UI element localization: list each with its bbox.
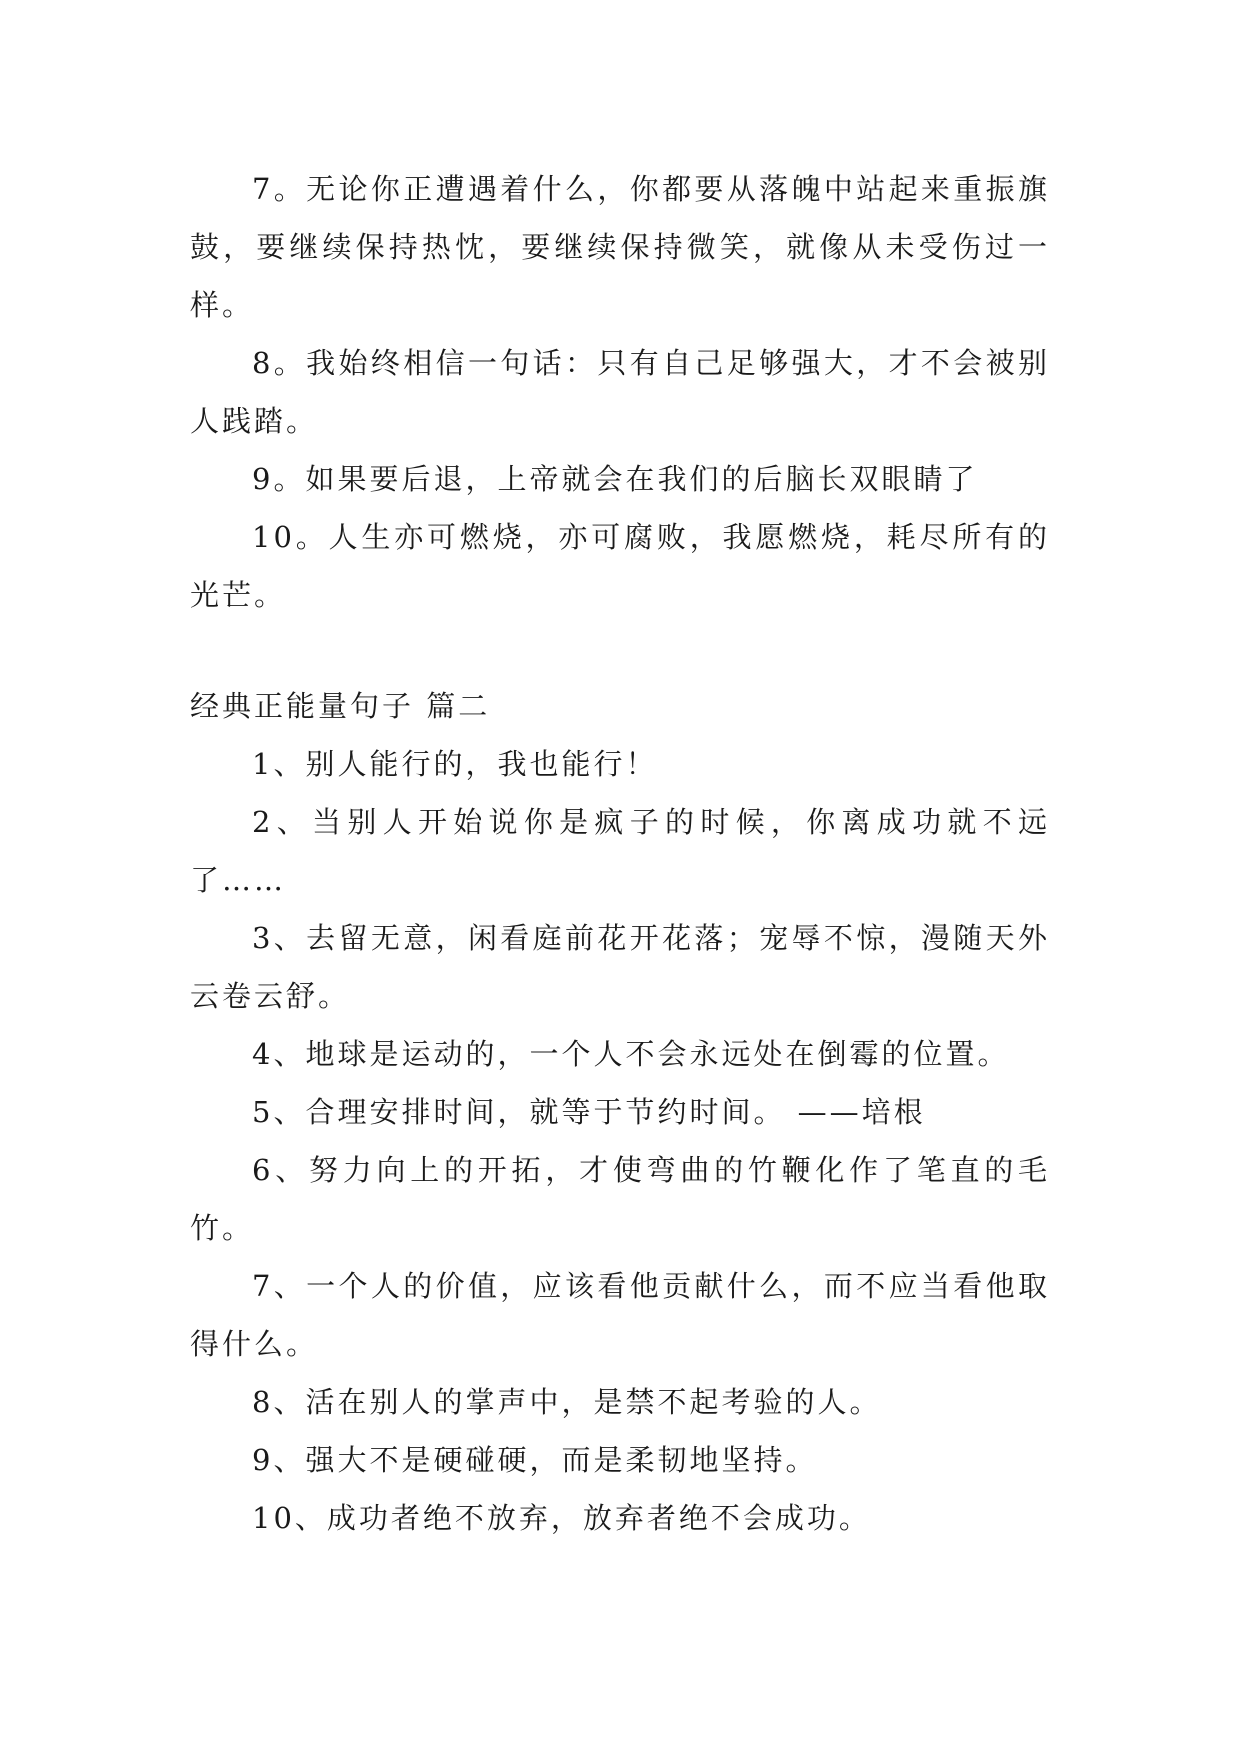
list-item: 7、一个人的价值，应该看他贡献什么，而不应当看他取得什么。 — [190, 1269, 1050, 1361]
list-item: 2、当别人开始说你是疯子的时候，你离成功就不远了…… — [190, 805, 1050, 897]
list-item: 8、活在别人的掌声中，是禁不起考验的人。 — [252, 1385, 882, 1419]
list-item: 9。如果要后退，上帝就会在我们的后脑长双眼睛了 — [252, 462, 978, 496]
document-body — [190, 160, 1050, 1547]
section-heading: 经典正能量句子 篇二 — [190, 689, 491, 723]
list-item: 3、去留无意，闲看庭前花开花落；宠辱不惊，漫随天外云卷云舒。 — [190, 921, 1050, 1013]
list-item: 9、强大不是硬碰硬，而是柔韧地坚持。 — [252, 1443, 818, 1477]
list-item: 7。无论你正遭遇着什么，你都要从落魄中站起来重振旗鼓，要继续保持热忱，要继续保持微笑，就像从未受伤过一样。 — [190, 172, 1050, 322]
list-item: 4、地球是运动的，一个人不会永远处在倒霉的位置。 — [252, 1037, 1010, 1071]
section-spacer — [190, 624, 1050, 677]
list-item: 10、成功者绝不放弃，放弃者绝不会成功。 — [252, 1501, 871, 1535]
list-item: 6、努力向上的开拓，才使弯曲的竹鞭化作了笔直的毛竹。 — [190, 1153, 1050, 1245]
list-item: 10。人生亦可燃烧，亦可腐败，我愿燃烧，耗尽所有的光芒。 — [190, 520, 1050, 612]
list-item: 1、别人能行的，我也能行！ — [252, 747, 658, 781]
list-item: 5、合理安排时间，就等于节约时间。 ——培根 — [252, 1095, 926, 1129]
list-item: 8。我始终相信一句话：只有自己足够强大，才不会被别人践踏。 — [190, 346, 1050, 438]
